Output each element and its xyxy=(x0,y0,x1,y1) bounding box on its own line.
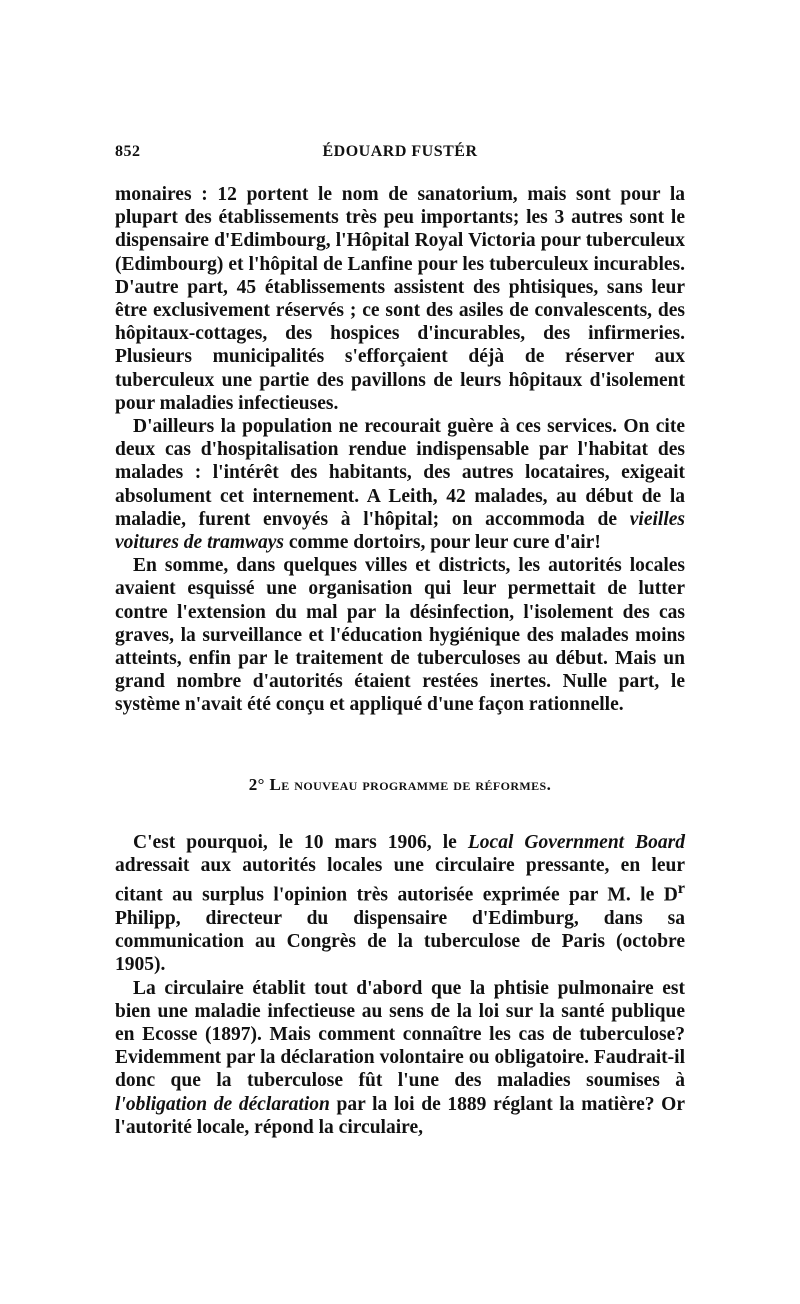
paragraph-5-text-a: La circulaire établit tout d'abord que la phtisie pulmonaire est bien une maladie infectieuse au sens de la loi sur la santé publique en Ecosse (1897). Mais comment connaître les cas de tuberculose? Evidemment par la déclaration volontaire ou obligatoire. Faudrait-il donc que la tuberculose fût l'une des maladies soumises à xyxy=(115,977,685,1092)
paragraph-4-text-a: C'est pourquoi, le 10 mars 1906, le xyxy=(133,831,468,853)
paragraph-2 xyxy=(115,415,685,554)
running-title: ÉDOUARD FUSTÉR xyxy=(322,143,478,160)
paragraph-3: En somme, dans quelques villes et districts, les autorités locales avaient esquissé une organisation qui leur permettait de lutter contre l'extension du mal par la désinfection, l'isolement des cas graves, la surveillance et l'éducation hygiénique des malades moins atteints, enfin par le traitement de tuberculoses au début. Mais un grand nombre d'autorités étaient restées inertes. Nulle part, le système n'avait été conçu et appliqué d'une façon rationnelle. xyxy=(115,555,685,716)
paragraph-4-superscript: r xyxy=(677,879,685,898)
section-heading xyxy=(115,773,685,796)
page-number: 852 xyxy=(115,143,141,160)
body-text xyxy=(115,183,685,1139)
paragraph-5-italic: l'obligation de déclaration xyxy=(115,1093,330,1115)
section-heading-title: Le nouveau programme de réformes. xyxy=(269,774,552,794)
paragraph-4-text-b: adressait aux autorités locales une circulaire pressante, en leur citant au surplus l'opinion très autorisée exprimée par M. le D xyxy=(115,855,685,906)
paragraph-4 xyxy=(115,831,685,977)
paragraph-5 xyxy=(115,977,685,1139)
paragraph-2-text-a: D'ailleurs la population ne recourait guère à ces services. On cite deux cas d'hospitalisation rendue indispensable par l'habitat des malades : l'intérêt des habitants, des autres locataires, exigeait absolument cet internement. A Leith, 42 malades, au début de la maladie, furent envoyés à l'hôpital; on accommoda de xyxy=(115,416,685,530)
running-head xyxy=(115,143,685,167)
paragraph-2-italic: vieilles voitures de tramways xyxy=(115,508,685,554)
paragraph-4-text-c: Philipp, directeur du dispensaire d'Edimburg, dans sa communication au Congrès de la tuberculose de Paris (octobre 1905). xyxy=(115,907,685,976)
section-heading-number: 2° xyxy=(248,774,265,794)
paragraph-5-text-b: par la loi de 1889 réglant la matière? Or l'autorité locale, répond la circulaire, xyxy=(115,1093,685,1138)
paragraph-1: monaires : 12 portent le nom de sanatorium, mais sont pour la plupart des établissements très peu importants; les 3 autres sont le dispensaire d'Edimbourg, l'Hôpital Royal Victoria pour tuberculeux (Edimbourg) et l'hôpital de Lanfine pour les tuberculeux incurables. D'autre part, 45 établissements assistent des phtisiques, sans leur être exclusivement réservés ; ce sont des asiles de convalescents, des hôpitaux-cottages, des hospices d'incurables, des infirmeries. Plusieurs municipalités s'efforçaient déjà de réserver aux tuberculeux une partie des pavillons de leurs hôpitaux d'isolement pour maladies infectieuses. xyxy=(115,184,685,414)
paragraph-4-italic: Local Government Board xyxy=(467,831,685,853)
paragraph-2-text-b: comme dortoirs, pour leur cure d'air! xyxy=(284,532,601,554)
